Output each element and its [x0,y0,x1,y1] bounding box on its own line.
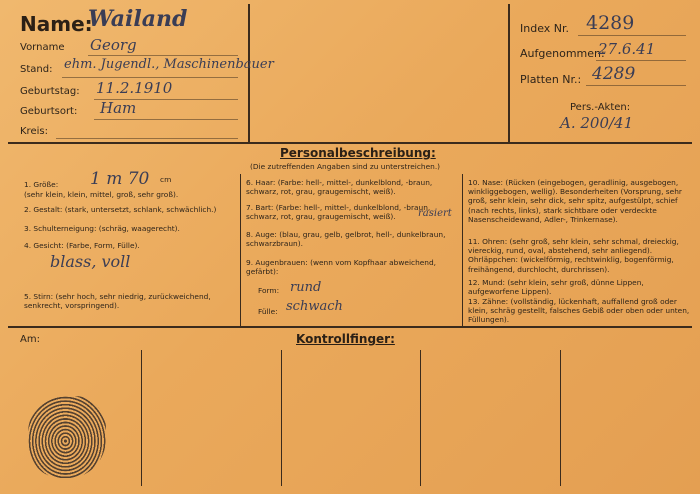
divider-col-2 [462,174,463,326]
divider-finger-3 [420,350,421,486]
form-label: Form: [258,286,280,295]
gesicht-value: blass, voll [50,252,131,271]
ohren-item: 11. Ohren: (sehr groß, sehr klein, sehr schmal, dreieckig, viereckig, rund, oval, abstehend, sehr anliegend). Ohrläppchen: (wickelförmig, rechtwinklig, bogenförmig, freihängend, durchlocht, durchrissen). [468,237,679,274]
aufgenommen-underline [596,60,686,61]
stand-value: ehm. Jugendl., Maschinenbauer [64,57,274,72]
divider-header-right [508,4,510,142]
aufgenommen-label: Aufgenommen: [520,47,605,60]
name-value: Wailand [88,6,188,32]
aufgenommen-value: 27.6.41 [598,40,656,58]
bart-item: 7. Bart: (Farbe: hell-, mittel-, dunkelblond, -braun, schwarz, rot, grau, graugemischt, weiß). [246,203,431,222]
vorname-value: Georg [90,36,137,54]
personalakten-label: Pers.-Akten: [570,102,631,113]
fuelle-value: schwach [286,299,343,314]
index-label: Index Nr. [520,22,570,35]
fingerprint-image [28,396,106,478]
platten-value: 4289 [592,64,636,84]
geburtsort-label: Geburtsort: [20,106,78,117]
divider-col-1 [240,174,241,326]
platten-label: Platten Nr.: [520,73,582,86]
groesse-scale: cm [160,175,172,184]
schulter-item: 3. Schulterneigung: (schräg, waagerecht). [24,224,180,233]
kreis-label: Kreis: [20,126,48,137]
groesse-value: 1 m 70 [90,169,150,189]
vorname-label: Vorname [20,42,65,53]
zaehne-item: 13. Zähne: (vollständig, lückenhaft, auffallend groß oder klein, schräg gestellt, falsches Gebiß oder oben oder unten, Füllungen). [468,297,690,325]
geburtsort-underline [94,119,238,120]
index-value: 4289 [586,12,635,34]
fuelle-label: Fülle: [258,307,278,316]
divider-finger-2 [281,350,282,486]
groesse-options: (sehr klein, klein, mittel, groß, sehr groß). [24,190,179,199]
augenbrauen-item: 9. Augenbrauen: (wenn vom Kopfhaar abweichend, gefärbt): [246,258,437,277]
haar-item: 6. Haar: (Farbe: hell-, mittel-, dunkelblond, -braun, schwarz, rot, grau, graugemischt, weiß). [246,178,433,197]
gestalt-item: 2. Gestalt: (stark, untersetzt, schlank, schwächlich.) [24,205,217,214]
kreis-underline [56,138,238,139]
stand-label: Stand: [20,64,53,75]
index-underline [578,35,686,36]
personal-title: Personalbeschreibung: [280,146,436,160]
form-value: rund [290,280,322,295]
groesse-label: 1. Größe: [24,180,59,189]
kontrollfinger-title: Kontrollfinger: [296,332,395,346]
personalakten-value: A. 200/41 [560,114,634,132]
geburtsort-value: Ham [100,99,137,117]
auge-item: 8. Auge: (blau, grau, gelb, gelbrot, hell-, dunkelbraun, schwarzbraun). [246,230,446,249]
divider-personal-bottom [8,326,692,328]
bart-value: rasiert [418,208,452,219]
nase-item: 10. Nase: (Rücken (eingebogen, geradlinig, ausgebogen, winkliggebogen, wellig). Besonderheiten (Vorsprung, sehr groß, sehr klein, sehr dick, sehr spitz, aufgestülpt, schief (nach rechts, links), stark sichtbare oder verdeckte Nasenscheidewand, Adler-, Trinkernase). [468,178,682,224]
vorname-underline [88,55,238,56]
name-label: Name: [20,12,93,36]
gesicht-item: 4. Gesicht: (Farbe, Form, Fülle). [24,241,140,250]
personal-subtitle: (Die zutreffenden Angaben sind zu unterstreichen.) [250,162,441,171]
divider-finger-1 [141,350,142,486]
geburtstag-label: Geburtstag: [20,86,80,97]
mund-item: 12. Mund: (sehr klein, sehr groß, dünne Lippen, aufgeworfene Lippen). [468,278,644,297]
divider-header-bottom [8,142,692,144]
am-label: Am: [20,334,40,345]
divider-finger-4 [560,350,561,486]
stand-underline [62,77,238,78]
geburtstag-value: 11.2.1910 [96,79,173,97]
stirn-item: 5. Stirn: (sehr hoch, sehr niedrig, zurückweichend, senkrecht, vorspringend). [24,292,211,311]
divider-header-left [248,4,250,142]
platten-underline [586,85,686,86]
